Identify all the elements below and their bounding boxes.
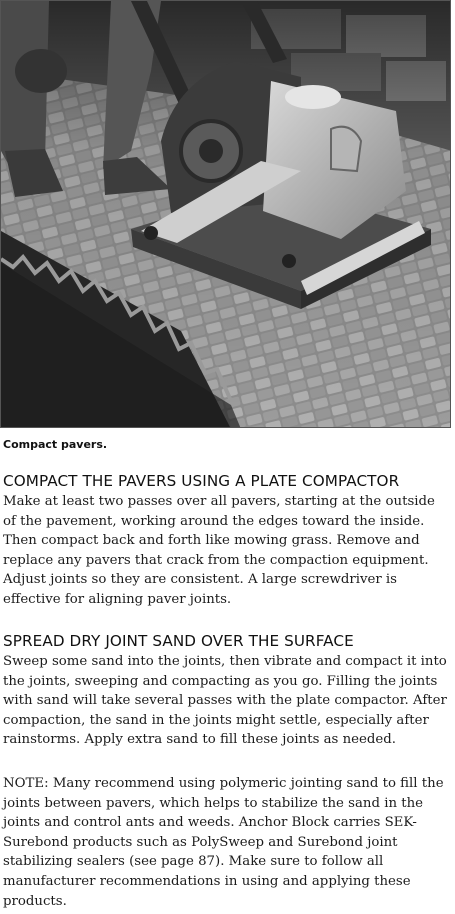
note-paragraph-container — [3, 774, 451, 911]
section-heading: SPREAD DRY JOINT SAND OVER THE SURFACE — [3, 632, 354, 650]
note-paragraph: NOTE: Many recommend using polymeric jointing sand to fill the joints between pavers, which helps to stabilize the sand in the joints and control ants and weeds. Anchor Block carries SEK-Surebond products such as PolySweep and Surebond joint stabilizing sealers (see page 87). Make sure to follow all manufacturer recommendations in using and applying these products. — [3, 776, 444, 909]
compactor-photo — [0, 0, 451, 428]
plate-compactor-illustration — [1, 1, 451, 428]
section-spread-joint-sand — [3, 632, 451, 750]
section-body: Sweep some sand into the joints, then vibrate and compact it into the joints, sweeping and compacting as you go. Filling the joints with sand will take several passes with the plate compactor. After compaction, the sand in the joints might settle, especially after rainstorms. Apply extra sand to fill these joints as needed. — [3, 654, 447, 748]
figure-caption: Compact pavers. — [3, 438, 108, 451]
section-body: Make at least two passes over all pavers, starting at the outside of the pavement, working around the edges toward the inside. Then compact back and forth like mowing grass. Remove and replace any pavers that crack from the compaction equipment. Adjust joints so they are consistent. A large screwdriver is effective for aligning paver joints. — [3, 494, 435, 607]
section-heading: COMPACT THE PAVERS USING A PLATE COMPACTOR — [3, 472, 400, 490]
section-compact-pavers — [3, 472, 451, 610]
